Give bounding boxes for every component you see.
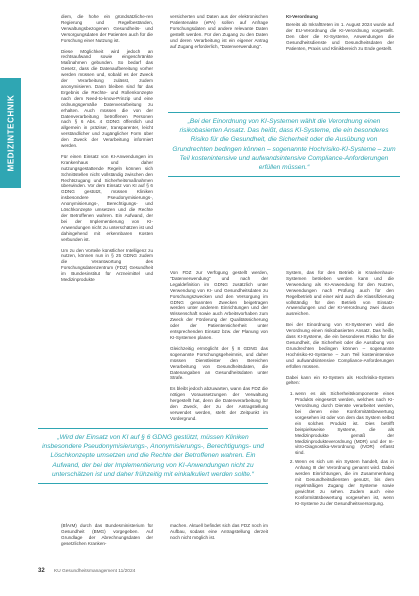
paragraph: Es bleibt jedoch abzuwarten, wann das FDZ die nötigen Voraussetzungen der Verwaltung hergestellt hat, denn die Datenverarbeitung für den Zweck, der zu der Antragstellung verwendet werden, steht der Zeitpunkt im Vordergrund. <box>170 386 268 421</box>
paragraph: Dabei kann ein KI-System als Hochrisiko-System gelten: <box>286 374 394 386</box>
page-footer <box>38 568 135 574</box>
column-1-bottom <box>61 523 153 552</box>
column-2-top <box>170 14 268 54</box>
paragraph: Bereits ab Inkrafttreten im 1. August 2024 wurde auf der EU-Verordnung die KI-Verordnung vorgestellt. Den über die KI-Systeme, Anwendungen die Gesundheitsdienste und Gesundheitsdaten der Patienten, Praxis und Klinikbereich zu Ende gestellt. <box>286 21 394 51</box>
paragraph: Diese Möglichkeit wird jedoch an rechtsaufwand sowie eingeschränkte Maßnahmen gebunden. So bedarf das Gesetz, dass die Datenaufbereitung vorher werden müssen und, sobald es der Zweck der Verarbeitung zulässt, zudem anonymisieren. Dann bleiben sind für das Ergebnis die Rechte- und Rollenkonzepte nach dem Need-to-know-Prinzip und eine ordnungsgemäße Datenverarbeitung zu erhalten. Auch müssen die von der Datenverarbeitung betroffenen Personen nach § 6 Abs. 4 GDNG öffentlich und allgemein in präziser, transparenter, leicht verständlicher und zugänglicher Form über den Zweck der Verarbeitung informiert werden. <box>61 48 153 149</box>
paragraph: versicherten und Daten aus der elektronischen Patientenakte (ePA) sollen auf Anfrage Forschungsdaten und andere relevante Daten gestellt werden. Für den Zugang zu den Daten und deren Verarbeitung ist ein eigener Antrag auf Zugang erforderlich, "Datenverwendung". <box>170 14 268 49</box>
pull-quote: „Bei der Einordnung von KI-Systemen wählt die Verordnung einen risikobasierten Ansatz. Das heißt, dass KI-Systeme, die ein besonderes Risiko für die Gesundheit, die Sicherheit oder die Ausübung von Grundrechten bedingen können – sogenannte Hochrisiko-KI-Systeme – zum Teil kostenintensive und aufwandsintensive Compliance-Anforderungen erfüllen müssen.“ <box>168 112 400 177</box>
section-label: MEDIZINTECHNIK <box>6 94 15 172</box>
column-2 <box>170 270 268 427</box>
section-tab <box>0 78 21 188</box>
paragraph: (BfArM) durch das Bundesministerium für Gesundheit (BMG) vorgegeben. Auf Grundlage der Abrechnungsdaten der gesetzlichen Kranken- <box>61 523 153 546</box>
column-3 <box>286 270 394 510</box>
pull-quote: „Wird der Einsatz von KI auf § 6 GDNG gestützt, müssen Kliniken insbesondere Pseudonymisierungs-, Anonymisierungs-, Berechtigungs- und Löschkonzepte umsetzen und die Rechte der Betroffenen wahren. Ein Aufwand, der bei der Implementierung von KI-Anwendungen nicht zu unterschätzen ist und daher frühzeitig mit einkalkuliert werden sollte.“ <box>38 428 268 484</box>
criteria-list <box>286 391 394 506</box>
list-item: 1. wenn es als Sicherheitskomponente eines Produkts eingesetzt werden, welches nach KI-Verordnung durch Dienste verarbeitet werden, bei denen eine Konformitätsbewertung vorgesehen ist oder von dem das System selbst ein solches Produkt ist. Dies betrifft beispielsweise Systeme, die als Medizinprodukte gemäß der Medizinprodukteverordnung (MDR) und der In-vitro-Diagnostika-Verordnung (IVDR) erfasst sind. <box>295 391 394 456</box>
page-number: 32 <box>38 568 45 574</box>
paragraph: diem, die hohe ein gründsätzliche-ren Regierung und Regelbeständen, Verwaltungsbezogenen Gesundheits- und Versorgungsdaten der Patienten auch für die Forschung einer Nutzung ist. <box>61 14 153 43</box>
paragraph: Von FDZ zur Verfügung gestellt werden, "Datenverwendung" und nach der Legaldefinition im GDNG zusätzlich unter Verwendung von KI- und Gesundheitsdaten zu Forschungszwecken und den Versorgung im GDNG genannten Zwecken beigetragen werden unter anderem Einrichtungen und der Wissenschaft sowie auch Arbeitsvorhaben zum Zweck der Förderung der Qualitätssicherung oder der Patientensicherheit unter entsprechenden Einsatz bzw. der Planung von KI-Systemen planen. <box>170 270 268 340</box>
paragraph: Gleichzeitig ermöglicht der § 8 GDNG das sogenannte Forschungsgeheimnis, und daher müssen Dienstleister den Bereichen Verarbeitung von Gesundheitsdaten, die Datenangaben an Gesundheitsdaten unter Strafe. <box>170 345 268 381</box>
paragraph: Bei der Einordnung von KI-Systemen wird die Verordnung einen risikobasierten Ansatz. Das heißt, dass KI-Systeme, die ein besonderes Risiko für die Gesundheit, die Sicherheit oder die Ausübung von Grundrechten bedingen können – sogenannte Hochrisiko-KI-Systeme – zum Teil kostenintensive und aufwandsintensive Compliance-Anforderungen erfüllen müssen. <box>286 322 394 369</box>
footer-source: KU Gesundheitsmanagement 11/2024 <box>54 569 136 574</box>
paragraph: Um zu den Vorteile künstlicher Intelligenz zu nutzen, können nun in § 25 GDNG zudem die Verantwortung des Forschungsdatenzentrum (FDZ) Gesundheit im Bundesinstitut für Arzneimittel und Medizinprodukte <box>61 247 153 283</box>
paragraph: machen. Aktuell befindet sich das FDZ noch im Aufbau, sodass eine Antragstellung derzeit noch nicht möglich ist. <box>170 523 268 540</box>
column-2-bottom <box>170 523 268 546</box>
column-3-top <box>286 14 394 56</box>
paragraph: System, das für den Betrieb in Krankenhaus-Systemen betrieben werden kann und die Verwendung als KI-Anwendung für den Nutzen, Verwendungen nach Prüfung auch für den Regelbetrieb und einer wird auch die Klassifizierung vollständig für den Betrieb von Einsatz-Anwendungen und der KI-Verordnung zwei davon ausreichen. <box>286 270 394 317</box>
section-heading: KI-Verordnung <box>286 14 318 19</box>
column-1 <box>61 14 153 288</box>
list-item: 2. Wenn es sich um ein System handelt, das in Anhang III der Verordnung genannt wird. Dabei werden Einrichtungen, die im Zusammenhang mit Gesundheitsdiensten genutzt, bis dem regelmäßigen Zugang der Systeme sowie gewichtet zu sehen. Zudem auch eine Konformitätsbewertung vorgesehen ist, wenn KI-Systeme zu der Gesundheitsversorgung. <box>295 459 394 506</box>
paragraph: Für einen Einsatz von KI-Anwendungen im Krankenhaus und daher nutzungsgestattende Regeln können sich Schnittstellen nicht vollständig zwischen den Rechtszugang und Sicherheitsmaßnahmen überwinden. Vor dem Einsatz von KI auf § 6 GDNG gestützt, müssen Kliniken insbesondere Pseudonymisierungs-, Anonymisierungs-, Berechtigungs- und Löschkonzepte umsetzen und die Rechte der Betroffenen wahren. Ein Aufwand, der bei der Implementierung von KI-Anwendungen nicht zu unterschätzen ist und dahingehend mit erkennbaren Kosten verbunden ist. <box>61 153 153 242</box>
